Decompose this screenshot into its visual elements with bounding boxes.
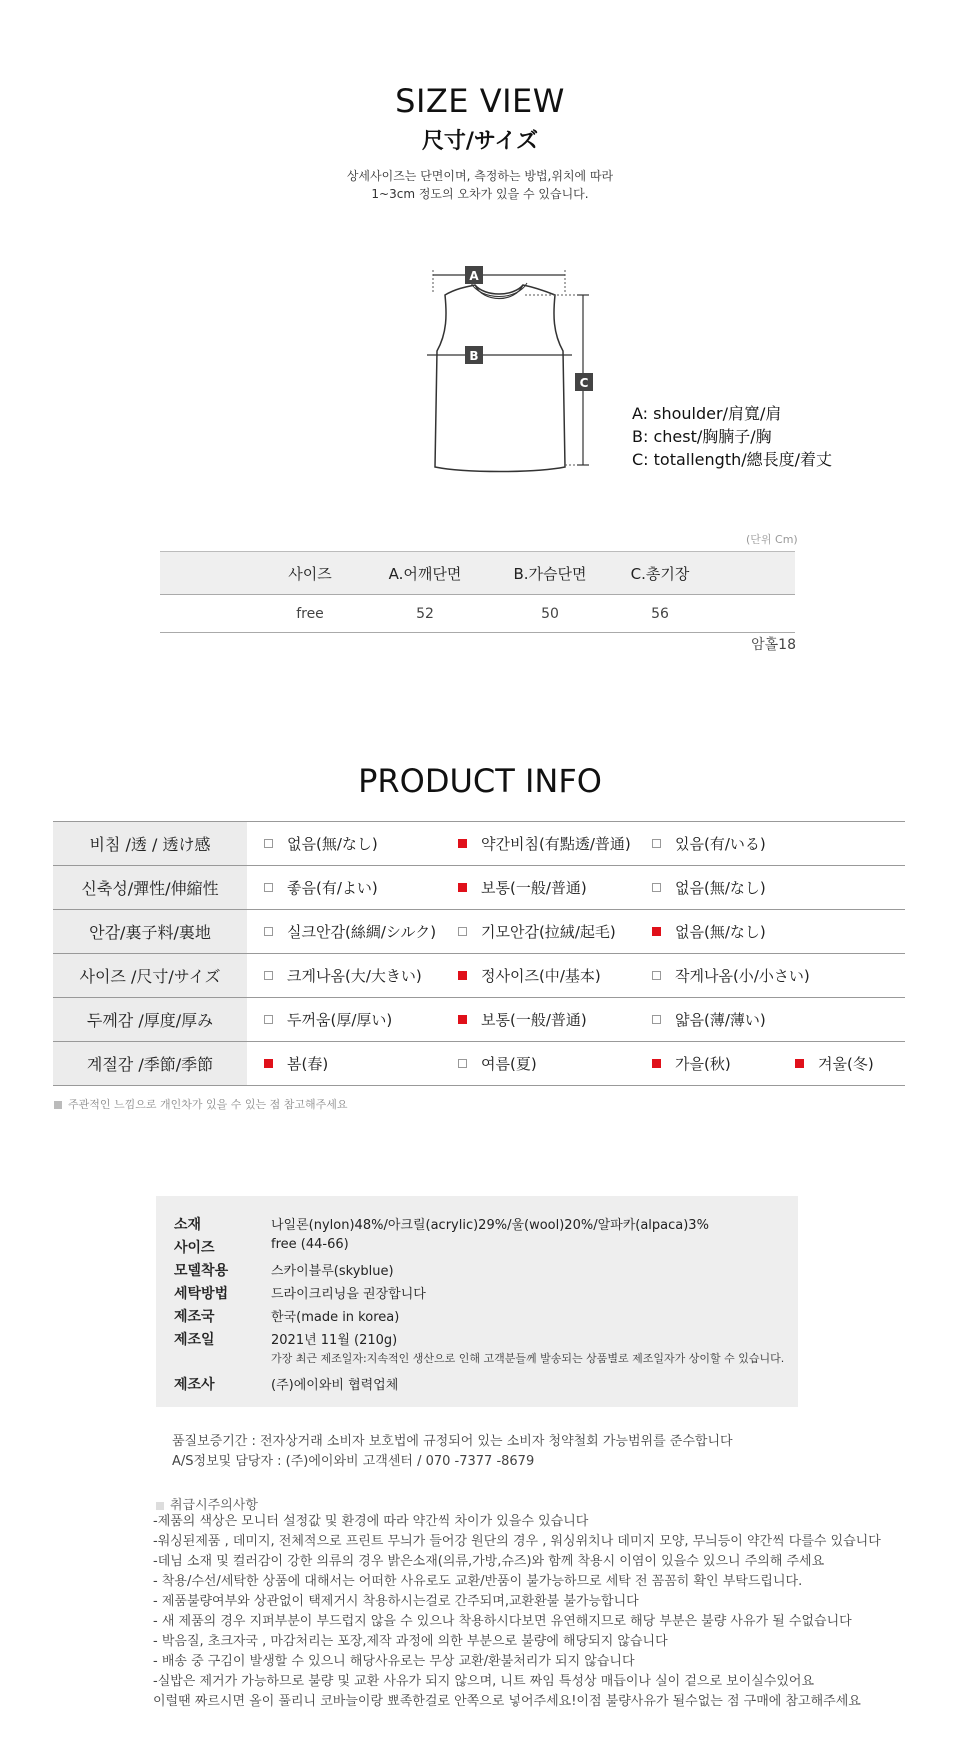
square-checkbox-icon (458, 1015, 467, 1024)
row-label-sheer: 비침 /透 / 透け感 (53, 822, 247, 865)
list-item: - 제품불량여부와 상관없이 택제거시 착용하시는걸로 간주되며,교환환불 불가능합니다 (153, 1594, 639, 1609)
square-checkbox-icon (652, 927, 661, 936)
option-item (652, 1042, 731, 1085)
option-item (795, 1042, 874, 1085)
option-item (458, 866, 587, 909)
square-checkbox-icon (795, 1059, 804, 1068)
option-label: 여름(夏) (481, 1055, 537, 1073)
option-item (652, 866, 766, 909)
square-checkbox-icon (458, 839, 467, 848)
option-label: 없음(無/なし) (287, 835, 378, 853)
measurement-legend (632, 402, 832, 471)
spec-value: free (44-66) (271, 1237, 349, 1252)
unit-label: (단위 Cm) (746, 533, 798, 546)
row-label-thickness: 두께감 /厚度/厚み (53, 998, 247, 1041)
list-item: -워싱된제품 , 데미지, 전체적으로 프린트 무늬가 들어강 원단의 경우 , 워싱위치나 데미지 모양, 무늬등이 약간씩 다를수 있습니다 (153, 1534, 881, 1549)
vest-outline-icon (435, 285, 565, 472)
option-item (264, 1042, 328, 1085)
spec-value: 2021년 11월 (210g) (271, 1333, 398, 1348)
option-label: 봄(春) (287, 1055, 329, 1073)
footnote-text: 주관적인 느낌으로 개인차가 있을 수 있는 점 참고해주세요 (68, 1098, 348, 1111)
option-item (458, 822, 631, 865)
square-checkbox-icon (652, 971, 661, 980)
cell-length: 56 (651, 605, 669, 622)
list-item: -데님 소재 및 컬러감이 강한 의류의 경우 밝은소재(의류,가방,슈즈)와 함께 착용시 이염이 있을수 있으니 주의해 주세요 (153, 1554, 825, 1569)
header-chest: B.가슴단면 (513, 564, 587, 583)
size-note-line1: 상세사이즈는 단면이며, 측정하는 방법,위치에 따라 (346, 169, 614, 183)
table-row (53, 998, 905, 1042)
spec-key: 세탁방법 (174, 1286, 229, 1302)
option-item (264, 954, 422, 997)
header-length: C.총기장 (630, 564, 690, 583)
option-label: 작게나옴(小/小さい) (675, 967, 810, 985)
square-checkbox-icon (458, 971, 467, 980)
sleeveless-vest-diagram (405, 255, 605, 480)
cell-shoulder: 52 (416, 605, 434, 622)
spec-key: 제조국 (174, 1309, 215, 1325)
warranty-info (172, 1432, 733, 1472)
table-row (53, 1042, 905, 1086)
spec-value: 한국(made in korea) (271, 1310, 400, 1325)
square-checkbox-icon (652, 839, 661, 848)
cell-size: free (296, 605, 324, 622)
legend-c: C: totallength/總長度/着丈 (632, 450, 833, 469)
option-label: 보통(一般/普通) (481, 1011, 587, 1029)
option-item (458, 954, 601, 997)
legend-a: A: shoulder/肩寬/肩 (632, 404, 782, 423)
caution-title (156, 1494, 258, 1513)
square-checkbox-icon (652, 1059, 661, 1068)
row-label-season: 계절감 /季節/季節 (53, 1042, 247, 1085)
spec-key: 제조사 (174, 1377, 215, 1393)
legend-b: B: chest/胸腩子/胸 (632, 427, 772, 446)
square-checkbox-icon (458, 883, 467, 892)
list-item: - 착용/수선/세탁한 상품에 대해서는 어떠한 사유로도 교환/반품이 불가능하므로 세탁 전 꼼꼼히 확인 부탁드립니다. (153, 1574, 803, 1589)
option-label: 있음(有/いる) (675, 835, 766, 853)
spec-value: 스카이블루(skyblue) (271, 1264, 394, 1279)
option-item (458, 998, 587, 1041)
list-item: -실밥은 제거가 가능하므로 불량 및 교환 사유가 되지 않으며, 니트 짜임 특성상 매듭이나 실이 겉으로 보이실수있어요 (153, 1674, 815, 1689)
size-table-header (160, 551, 795, 595)
list-item: - 새 제품의 경우 지퍼부분이 부드럽지 않을 수 있으나 착용하시다보면 유연해지므로 해당 부분은 불량 사유가 될 수없습니다 (153, 1614, 852, 1629)
size-view-note (0, 167, 960, 203)
list-item: -제품의 색상은 모니터 설정값 및 환경에 따라 약간씩 차이가 있을수 있습니다 (153, 1514, 589, 1529)
option-label: 실크안감(絲綢/シルク) (287, 923, 437, 941)
option-label: 기모안감(拉絨/起毛) (481, 923, 616, 941)
spec-key: 모델착용 (174, 1263, 229, 1279)
option-label: 없음(無/なし) (675, 879, 766, 897)
spec-date-subnote: 가장 최근 제조일자:지속적인 생산으로 인해 고객분들께 발송되는 상품별로 제조일자가 상이할 수 있습니다. (271, 1352, 785, 1365)
option-item (264, 822, 378, 865)
list-item: - 박음질, 초크자국 , 마감처리는 포장,제작 과정에 의한 부분으로 불량에 해당되지 않습니다 (153, 1634, 668, 1649)
product-info-table (53, 821, 905, 1086)
header-shoulder: A.어깨단면 (388, 564, 462, 583)
option-label: 정사이즈(中/基本) (481, 967, 601, 985)
size-view-title: SIZE VIEW (395, 82, 565, 120)
table-row (53, 866, 905, 910)
list-item: - 배송 중 구김이 발생할 수 있으니 해당사유로는 무상 교환/환불처리가 되지 않습니다 (153, 1654, 635, 1669)
caution-list (153, 1512, 881, 1712)
marker-c-label: C (579, 376, 589, 390)
option-item (264, 998, 392, 1041)
table-row (53, 822, 905, 866)
marker-a-label: A (469, 269, 479, 283)
spec-key: 소재 (174, 1217, 202, 1233)
as-contact: A/S정보및 담당자 : (주)에이와비 고객센터 / 070 -7377 -8679 (172, 1454, 535, 1469)
caution-title-text: 취급시주의사항 (170, 1498, 258, 1513)
option-item (264, 910, 436, 953)
option-label: 좋음(有/よい) (287, 879, 378, 897)
product-info-title: PRODUCT INFO (358, 762, 602, 800)
option-label: 얇음(薄/薄い) (675, 1011, 766, 1029)
spec-key: 사이즈 (174, 1240, 215, 1256)
size-view-subtitle: 尺寸/サイズ (421, 129, 539, 154)
option-item (264, 866, 378, 909)
option-item (458, 910, 616, 953)
option-item (652, 822, 766, 865)
square-checkbox-icon (458, 1059, 467, 1068)
square-bullet-icon (156, 1502, 164, 1510)
square-bullet-icon (54, 1101, 62, 1109)
cell-chest: 50 (541, 605, 559, 622)
table-row (160, 595, 795, 633)
product-info-footnote (54, 1096, 348, 1112)
square-checkbox-icon (264, 883, 273, 892)
spec-value: 나일론(nylon)48%/아크릴(acrylic)29%/울(wool)20%/알파카(alpaca)3% (271, 1218, 709, 1233)
option-label: 없음(無/なし) (675, 923, 766, 941)
option-label: 겨울(冬) (818, 1055, 874, 1073)
option-item (652, 998, 766, 1041)
square-checkbox-icon (264, 1015, 273, 1024)
spec-value: 드라이크리닝을 권장합니다 (271, 1287, 426, 1302)
square-checkbox-icon (652, 1015, 661, 1024)
square-checkbox-icon (458, 927, 467, 936)
list-item: 이럴땐 짜르시면 올이 풀리니 코바늘이랑 뾰족한걸로 안쪽으로 넣어주세요!이점 불량사유가 될수없는 점 구매에 참고해주세요 (153, 1694, 861, 1709)
square-checkbox-icon (652, 883, 661, 892)
square-checkbox-icon (264, 927, 273, 936)
square-checkbox-icon (264, 839, 273, 848)
marker-b-label: B (469, 349, 479, 363)
table-row (53, 954, 905, 998)
spec-value: (주)에이와비 협력업체 (271, 1378, 399, 1393)
size-note-line2: 1~3cm 정도의 오차가 있을 수 있습니다. (371, 187, 589, 201)
spec-key: 제조일 (174, 1332, 215, 1348)
option-label: 두꺼움(厚/厚い) (287, 1011, 393, 1029)
option-label: 약간비침(有點透/普通) (481, 835, 631, 853)
warranty-period: 품질보증기간 : 전자상거래 소비자 보호법에 규정되어 있는 소비자 청약철회 가능범위를 준수합니다 (172, 1434, 733, 1449)
armhole-note: 암홀18 (751, 637, 796, 653)
option-label: 크게나옴(大/大きい) (287, 967, 422, 985)
spec-box (156, 1196, 798, 1407)
square-checkbox-icon (264, 971, 273, 980)
header-size: 사이즈 (288, 564, 332, 583)
square-checkbox-icon (264, 1059, 273, 1068)
row-label-stretch: 신축성/彈性/伸縮性 (53, 866, 247, 909)
table-row (53, 910, 905, 954)
option-item (652, 910, 766, 953)
option-item (458, 1042, 537, 1085)
row-label-fit: 사이즈 /尺寸/サイズ (53, 954, 247, 997)
size-table (160, 551, 795, 633)
option-label: 가을(秋) (675, 1055, 731, 1073)
row-label-lining: 안감/裏子料/裏地 (53, 910, 247, 953)
option-label: 보통(一般/普通) (481, 879, 587, 897)
option-item (652, 954, 810, 997)
